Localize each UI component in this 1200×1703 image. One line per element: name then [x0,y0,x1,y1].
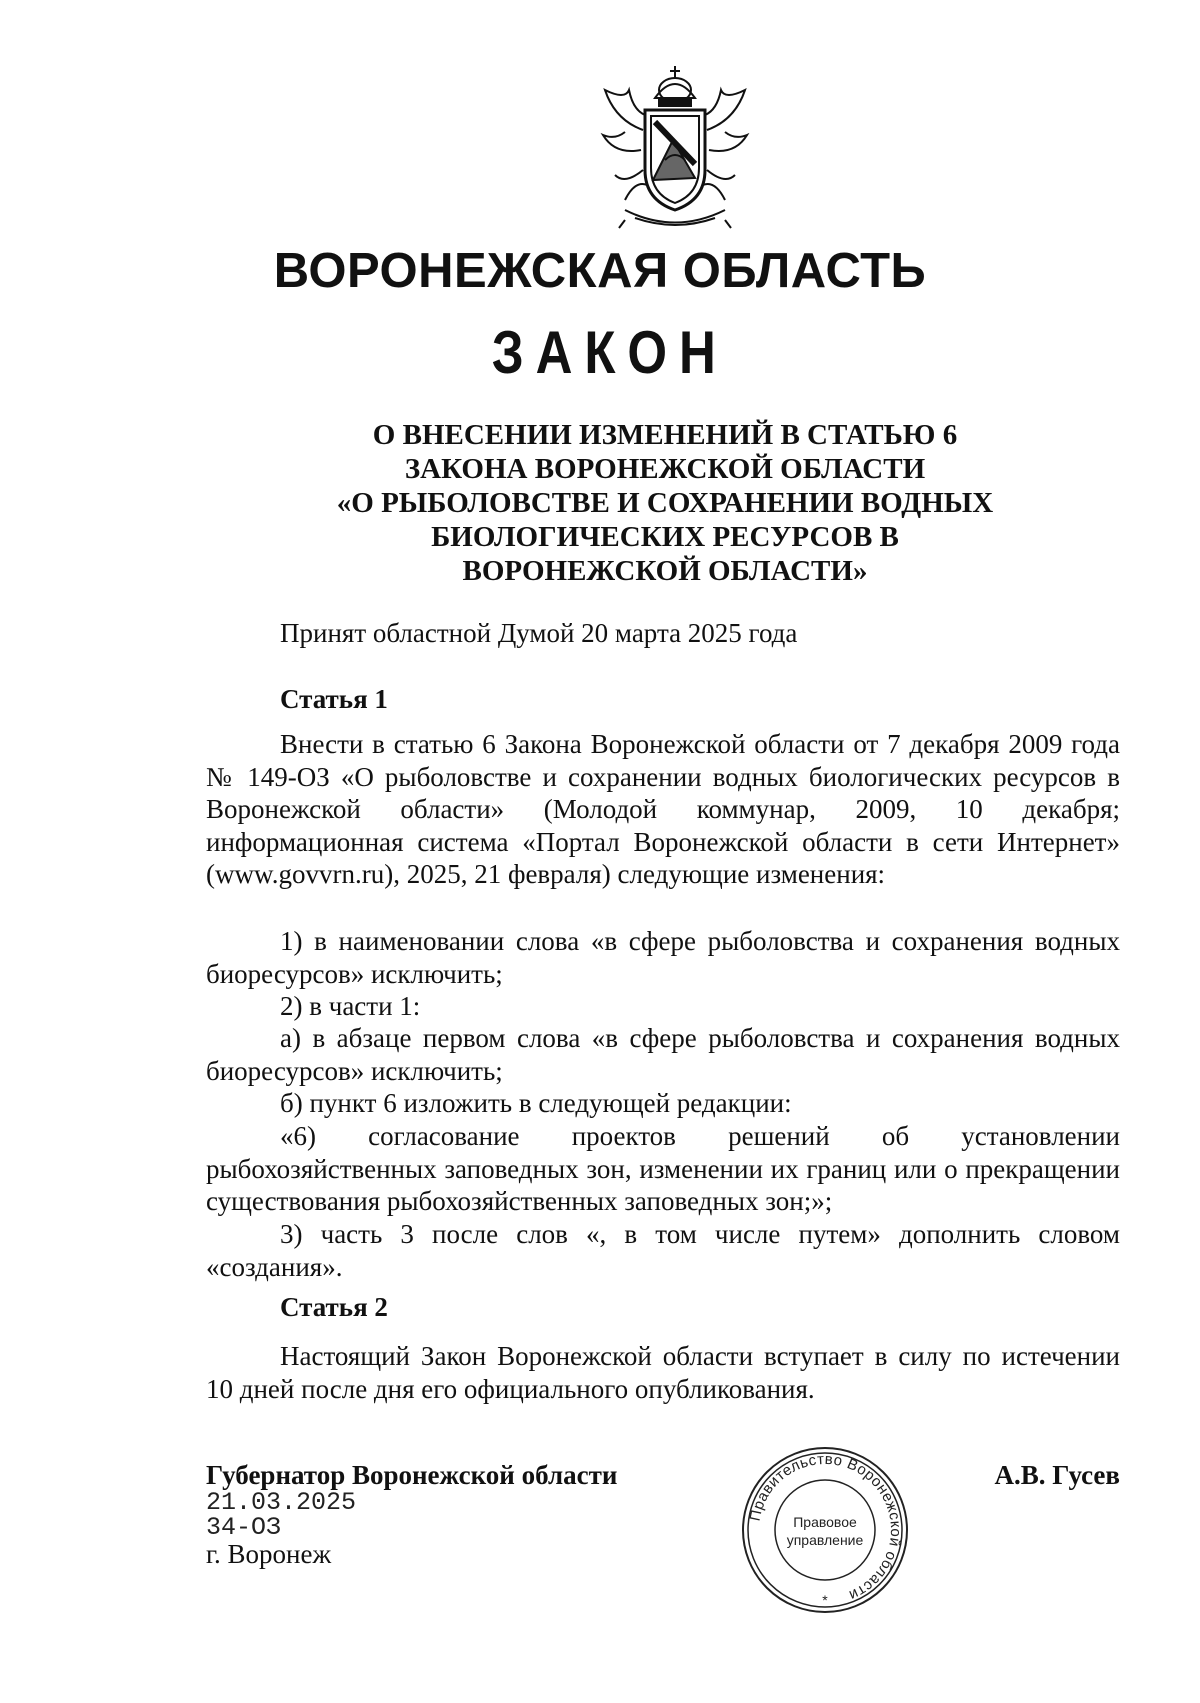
law-heading-line: «О РЫБОЛОВСТВЕ И СОХРАНЕНИИ ВОДНЫХ [336,487,994,519]
article-2-title: Статья 2 [280,1292,388,1322]
signer-name: А.В. Гусев [994,1460,1120,1490]
coat-of-arms-icon [585,60,765,232]
law-heading-line: БИОЛОГИЧЕСКИХ РЕСУРСОВ В [431,521,899,553]
law-number: 34-ОЗ [206,1513,282,1542]
signing-date: 21.03.2025 [206,1488,357,1517]
stamp-center-line: управление [786,1532,864,1548]
article-1-item: б) пункт 6 изложить в следующей редакции: [280,1088,792,1118]
article-2-text: Настоящий Закон Воронежской области вступает в силу по истечении 10 дней после дня его официального опубликования. [206,1341,1120,1404]
signer-position: Губернатор Воронежской области [206,1460,618,1490]
stamp-ring-text: Правительство Воронежской области [746,1450,905,1604]
article-1-intro: Внести в статью 6 Закона Воронежской области от 7 декабря 2009 года № 149-ОЗ «О рыболовстве и сохранении водных биологических ресурсов в Воронежской области» (Молодой коммунар, 2009, 10 декабря; информационная система «Портал Воронежской области в сети Интернет» (www.govvrn.ru), 2025, 21 февраля) следующие изменения: [206,729,1120,889]
law-heading [0,418,1200,588]
law-heading-line: О ВНЕСЕНИИ ИЗМЕНЕНИЙ В СТАТЬЮ 6 [372,419,958,451]
signing-city: г. Воронеж [206,1539,332,1569]
region-title: ВОРОНЕЖСКАЯ ОБЛАСТЬ [273,244,927,298]
article-1-item: 1) в наименовании слова «в сфере рыболовства и сохранения водных биоресурсов» исключить; [206,926,1120,989]
article-1-item: 3) часть 3 после слов «, в том числе путем» дополнить словом «создания». [206,1219,1120,1282]
stamp-star: * [822,1592,828,1608]
document-type: ЗАКОН [491,319,728,386]
law-heading-line: ЗАКОНА ВОРОНЕЖСКОЙ ОБЛАСТИ [404,453,926,485]
stamp-center-line: Правовое [793,1514,857,1530]
adoption-note: Принят областной Думой 20 марта 2025 года [280,618,798,648]
official-stamp [740,1445,910,1615]
article-1-item: а) в абзаце первом слова «в сфере рыболовства и сохранения водных биоресурсов» исключить; [206,1023,1120,1086]
signature-block [206,1460,617,1568]
article-1-title: Статья 1 [280,684,388,714]
law-heading-line: ВОРОНЕЖСКОЙ ОБЛАСТИ» [462,555,868,587]
article-1-item: «6) согласование проектов решений об установлении рыбохозяйственных заповедных зон, изменении их границ или о прекращении существования рыбохозяйственных заповедных зон;»; [206,1121,1120,1216]
article-1-item: 2) в части 1: [280,991,421,1021]
